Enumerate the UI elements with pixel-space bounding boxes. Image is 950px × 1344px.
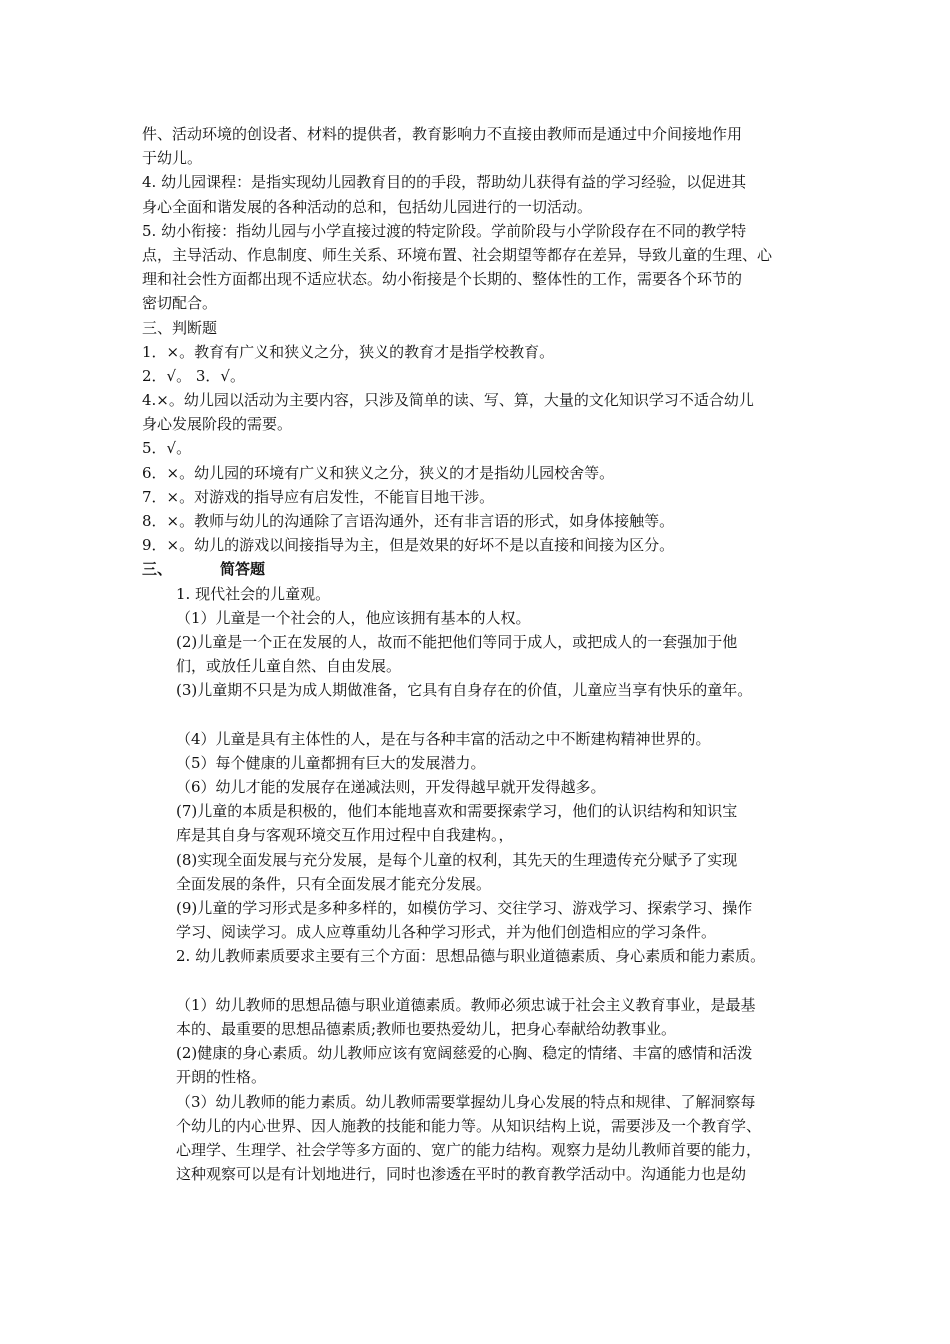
answer-line: (7)儿童的本质是积极的，他们本能地喜欢和需要探索学习，他们的认识结构和知识宝 — [176, 802, 738, 821]
answer-line: （3）幼儿教师的能力素质。幼儿教师需要掌握幼儿身心发展的特点和规律、了解洞察每 — [176, 1092, 756, 1111]
answer-line: （1）儿童是一个社会的人，他应该拥有基本的人权。 — [176, 608, 531, 627]
text-line: 4.×。幼儿园以活动为主要内容，只涉及简单的读、写、算，大量的文化知识学习不适合幼儿 — [142, 391, 754, 410]
blank-line — [142, 969, 812, 993]
answer-line: (9)儿童的学习形式是多种多样的，如模仿学习、交往学习、游戏学习、探索学习、操作 — [176, 899, 753, 917]
answer-line: (8)实现全面发展与充分发展，是每个儿童的权利，其先天的生理遗传充分赋予了实现 — [176, 850, 738, 869]
answer-line: 们，或放任儿童自然、自由发展。 — [176, 657, 402, 676]
answer-line: （4）儿童是具有主体性的人，是在与各种丰富的活动之中不断建构精神世界的。 — [176, 729, 711, 748]
text-line: 7．×。对游戏的指导应有启发性，不能盲目地干涉。 — [142, 487, 495, 506]
text-line: 5. 幼小衔接：指幼儿园与小学直接过渡的特定阶段。学前阶段与小学阶段存在不同的教学特 — [142, 221, 747, 240]
answer-line: 开朗的性格。 — [176, 1068, 267, 1087]
answer-line: 全面发展的条件，只有全面发展才能充分发展。 — [176, 874, 492, 893]
text-line: 于幼儿。 — [142, 149, 203, 168]
text-line: 身心发展阶段的需要。 — [142, 415, 293, 434]
answer-line: (2)儿童是一个正在发展的人，故而不能把他们等同于成人，或把成人的一套强加于他 — [176, 632, 738, 651]
blank-line — [142, 703, 812, 727]
answer-line: 2. 幼儿教师素质要求主要有三个方面：思想品德与职业道德素质、身心素质和能力素质。 — [176, 947, 766, 966]
text-line: 理和社会性方面都出现不适应状态。幼小衔接是个长期的、整体性的工作，需要各个环节的 — [142, 270, 743, 289]
text-line: 1．×。教育有广义和狭义之分，狭义的教育才是指学校教育。 — [142, 342, 555, 361]
document-body — [142, 122, 812, 1186]
text-line: 9．×。幼儿的游戏以间接指导为主，但是效果的好坏不是以直接和间接为区分。 — [142, 536, 675, 555]
answer-line: (3)儿童期不只是为成人期做准备，它具有自身存在的价值，儿童应当享有快乐的童年。 — [176, 681, 753, 700]
section-title: 简答题 — [220, 560, 266, 579]
answer-line: 个幼儿的内心世界、因人施教的技能和能力等。从知识结构上说，需要涉及一个教育学、 — [176, 1116, 762, 1135]
text-line: 5．√。 — [142, 439, 192, 458]
section-number: 三、 — [142, 560, 173, 579]
answer-line: （5）每个健康的儿童都拥有巨大的发展潜力。 — [176, 753, 486, 772]
answer-line: (2)健康的身心素质。幼儿教师应该有宽阔慈爱的心胸、稳定的情绪、丰富的感情和活泼 — [176, 1044, 753, 1063]
answer-line: 这种观察可以是有计划地进行，同时也渗透在平时的教育教学活动中。沟通能力也是幼 — [176, 1165, 747, 1184]
answer-line: 库是其自身与客观环境交互作用过程中自我建构。， — [176, 826, 514, 845]
answer-line: （6）幼儿才能的发展存在递减法则，开发得越早就开发得越多。 — [176, 778, 606, 797]
text-line: 2．√。 3．√。 — [142, 366, 245, 385]
answer-line: 1. 现代社会的儿童观。 — [176, 584, 331, 603]
answer-line: 学习、阅读学习。成人应尊重幼儿各种学习形式，并为他们创造相应的学习条件。 — [176, 923, 717, 942]
answer-line: 本的、最重要的思想品德素质;教师也要热爱幼儿，把身心奉献给幼教事业。 — [176, 1019, 677, 1038]
text-line: 密切配合。 — [142, 294, 218, 313]
section-title-judgement: 三、判断题 — [142, 318, 218, 337]
text-line: 身心全面和谐发展的各种活动的总和，包括幼儿园进行的一切活动。 — [142, 197, 593, 216]
answer-line: （1）幼儿教师的思想品德与职业道德素质。教师必须忠诚于社会主义教育事业，是最基 — [176, 995, 756, 1014]
text-line: 点，主导活动、作息制度、师生关系、环境布置、社会期望等都存在差异，导致儿童的生理、心 — [142, 245, 773, 264]
text-line: 4. 幼儿园课程：是指实现幼儿园教育目的的手段，帮助幼儿获得有益的学习经验，以促进其 — [142, 173, 747, 192]
section-heading-short-answer — [142, 557, 812, 581]
text-line: 6．×。幼儿园的环境有广义和狭义之分，狭义的才是指幼儿园校舍等。 — [142, 463, 615, 482]
answer-line: 心理学、生理学、社会学等多方面的、宽广的能力结构。观察力是幼儿教师首要的能力， — [176, 1140, 762, 1159]
text-line: 件、活动环境的创设者、材料的提供者，教育影响力不直接由教师而是通过中介间接地作用 — [142, 125, 743, 143]
text-line: 8．×。教师与幼儿的沟通除了言语沟通外，还有非言语的形式，如身体接触等。 — [142, 512, 675, 530]
